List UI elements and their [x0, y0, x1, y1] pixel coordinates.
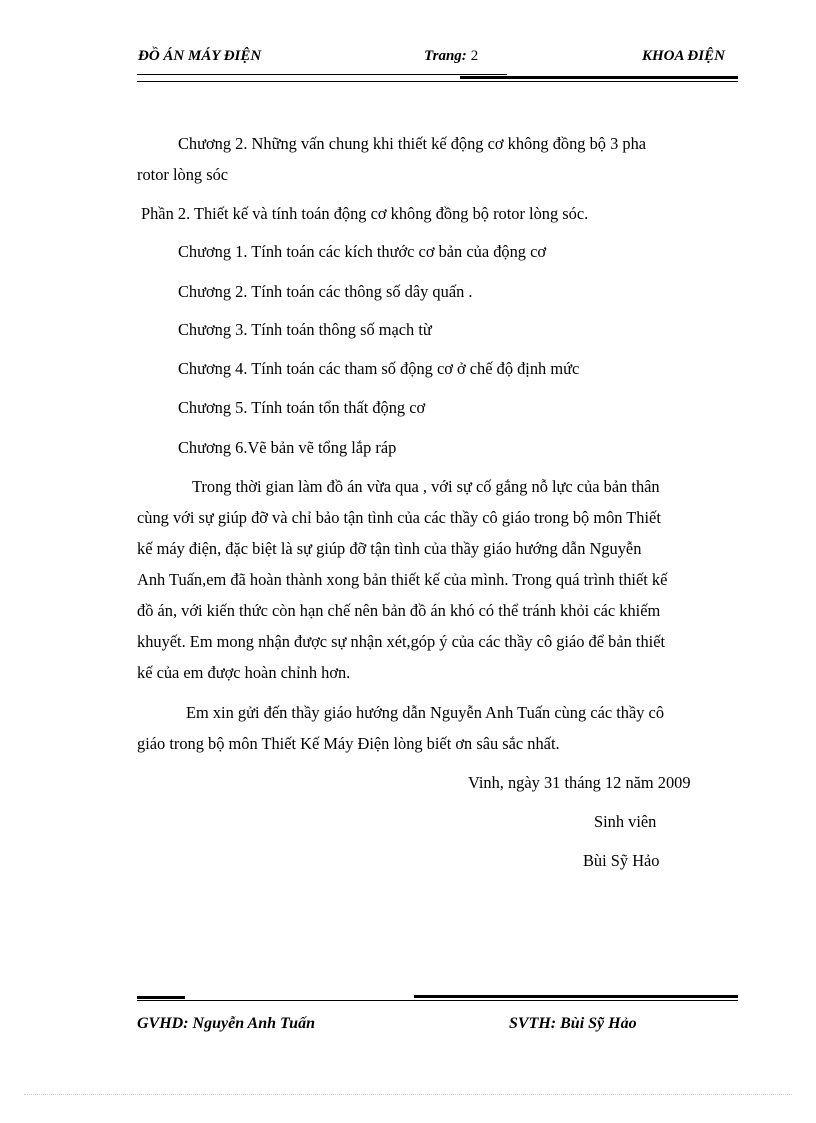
header-rule-lower [137, 81, 738, 82]
body-line-17: Em xin gửi đến thầy giáo hướng dẫn Nguyễn Anh Tuấn cùng các thầy cô [186, 703, 665, 722]
header-page-indicator [424, 48, 478, 65]
header-title: ĐỒ ÁN MÁY ĐIỆN [138, 48, 262, 64]
body-line-5: Chương 2. Tính toán các thông số dây quấn . [178, 282, 473, 301]
header-page-label: Trang: [424, 48, 467, 64]
header-rule-thick-right [460, 76, 738, 79]
body-line-18: giáo trong bộ môn Thiết Kế Máy Điện lòng biết ơn sâu sắc nhất. [137, 734, 560, 753]
body-line-15: khuyết. Em mong nhận được sự nhận xét,góp ý của các thầy cô giáo để bản thiết [137, 632, 666, 651]
signature-role: Sinh viên [594, 812, 657, 831]
body-line-2: rotor lòng sóc [137, 165, 229, 184]
body-line-9: Chương 6.Vẽ bản vẽ tổng lắp ráp [178, 438, 397, 457]
footer-rule-thick-right [414, 995, 738, 998]
footer-supervisor: GVHD: Nguyễn Anh Tuấn [137, 1015, 315, 1032]
body-line-3: Phần 2. Thiết kế và tính toán động cơ không đồng bộ rotor lòng sóc. [141, 204, 589, 223]
body-line-16: kế của em được hoàn chỉnh hơn. [137, 663, 351, 682]
body-line-14: đồ án, với kiến thức còn hạn chế nên bản đồ án khó có thể tránh khỏi các khiếm [137, 601, 661, 620]
body-line-13: Anh Tuấn,em đã hoàn thành xong bản thiết kế của mình. Trong quá trình thiết kế [137, 570, 668, 589]
header-rule-thin-left [137, 74, 507, 75]
footer-student: SVTH: Bùi Sỹ Hảo [509, 1015, 637, 1032]
signature-date: Vinh, ngày 31 tháng 12 năm 2009 [468, 773, 691, 792]
page-bottom-dotted-border [24, 1094, 792, 1095]
footer-rule-thick-left [137, 996, 185, 999]
signature-name: Bùi Sỹ Hảo [583, 851, 660, 870]
body-line-8: Chương 5. Tính toán tổn thất động cơ [178, 398, 426, 417]
header-department: KHOA ĐIỆN [642, 48, 725, 64]
body-line-1: Chương 2. Những vấn chung khi thiết kế động cơ không đồng bộ 3 pha [178, 134, 647, 153]
body-line-4: Chương 1. Tính toán các kích thước cơ bản của động cơ [178, 242, 547, 261]
body-line-12: kế máy điện, đặc biệt là sự giúp đỡ tận tình của thầy giáo hướng dẫn Nguyễn [137, 539, 642, 558]
body-line-10: Trong thời gian làm đồ án vừa qua , với sự cố gắng nỗ lực của bản thân [192, 477, 660, 496]
body-line-11: cùng với sự giúp đỡ và chỉ bảo tận tình của các thầy cô giáo trong bộ môn Thiết [137, 508, 661, 527]
header-page-number: 2 [470, 48, 479, 64]
body-line-6: Chương 3. Tính toán thông số mạch từ [178, 320, 432, 339]
footer-rule-thin [137, 1000, 738, 1001]
body-line-7: Chương 4. Tính toán các tham số động cơ ở chế độ định mức [178, 359, 580, 378]
